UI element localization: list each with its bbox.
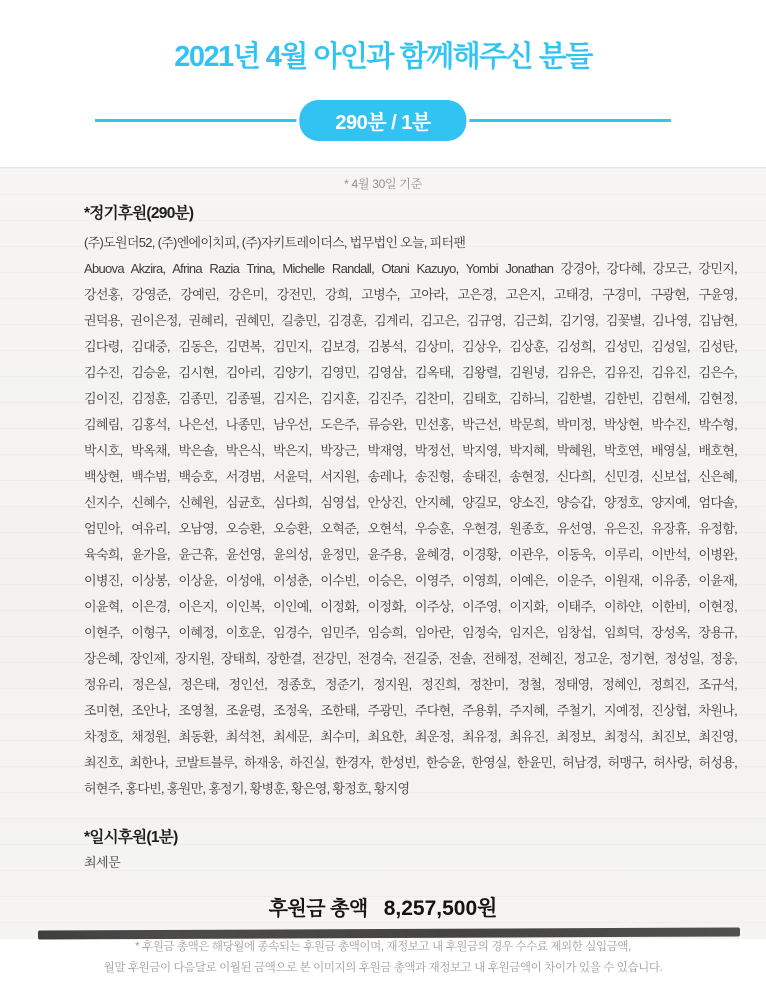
footnote xyxy=(29,937,737,979)
donor-line: 조미현, 조안나, 조영철, 조윤령, 조정욱, 조한태, 주광민, 주다현, 주용휘, 주지혜, 주철기, 지예정, 진상협, 차원나, xyxy=(84,703,737,718)
donor-line: 이병진, 이상봉, 이상윤, 이성애, 이성춘, 이수빈, 이승은, 이영주, 이영희, 이예은, 이운주, 이원재, 이유종, 이윤재, xyxy=(84,573,737,588)
donor-line: 김다령, 김대중, 김동은, 김면복, 김민지, 김보경, 김봉석, 김상미, 김상우, 김상훈, 김성희, 김성민, 김성일, 김성탄, xyxy=(84,339,737,354)
donor-line: 이현주, 이형구, 이혜정, 이호운, 임경수, 임민주, 임승희, 임아란, 임정숙, 임지은, 임창섭, 임희덕, 장성옥, 장용규, xyxy=(84,625,737,640)
paper-card xyxy=(0,167,766,974)
footnote-line-1: * 후원금 총액은 해당월에 종속되는 후원금 총액이며, 재정보고 내 후원금의 경우 수수료 제외한 실입금액, xyxy=(135,941,631,953)
donor-line: 김수진, 김승윤, 김시현, 김아리, 김양기, 김영민, 김영삼, 김옥태, 김왕렬, 김원녕, 김유은, 김유진, 김유진, 김은수, xyxy=(84,365,737,380)
donor-line: 신지수, 신혜수, 신혜원, 심균호, 심다희, 심영섭, 안상진, 안지혜, 양길모, 양소진, 양승갑, 양정호, 양지예, 엄다솔, xyxy=(84,495,737,510)
badge-row xyxy=(0,103,766,141)
donor-line: Abuova Akzira, Afrina Razia Trina, Michelle Randall, Otani Kazuyo, Yombi Jonathan 강경아, 강다혜, 강모근, 강민지, xyxy=(84,261,737,276)
donor-line: 허현주, 홍다빈, 홍원만, 홍정기, 황병훈, 황은영, 황정호, 황지영 xyxy=(84,781,410,796)
as-of-date-note: * 4월 30일 기준 xyxy=(344,177,422,191)
donor-line: 강선홍, 강영준, 강예린, 강은미, 강전민, 강희, 고병수, 고아라, 고은경, 고은지, 고태경, 구경미, 구광현, 구윤영, xyxy=(84,287,737,302)
donor-line: 백상현, 백수범, 백승호, 서경범, 서윤덕, 서지원, 송레나, 송진형, 송태진, 송현정, 신다희, 신민경, 신보섭, 신은혜, xyxy=(84,469,737,484)
donor-line: 권덕용, 권이은정, 권혜리, 권혜민, 길충민, 김경훈, 김계리, 김고은, 김규영, 김근회, 김기영, 김꽃별, 김나영, 김남현, xyxy=(84,313,737,328)
donor-line: 이윤혁, 이은경, 이은지, 이인복, 이인예, 이정화, 이정화, 이주상, 이주영, 이지화, 이태주, 이하얀, 이한비, 이현정, xyxy=(84,599,737,614)
donor-line: 김이진, 김정훈, 김종민, 김종필, 김지은, 김지훈, 김진주, 김찬미, 김태호, 김하늬, 김한별, 김한빈, 김현세, 김현정, xyxy=(84,391,737,406)
page-title: 2021년 4월 아인과 함께해주신 분들 xyxy=(174,41,592,73)
donor-line: 엄민아, 여유리, 오남영, 오승환, 오승환, 오혁준, 오현석, 우승훈, 우현경, 원종호, 유선영, 유은진, 유장휴, 유정함, xyxy=(84,521,737,536)
donor-line: 육숙희, 윤가을, 윤근휴, 윤선영, 윤의성, 윤정민, 윤주용, 윤혜경, 이경황, 이관우, 이동욱, 이루리, 이반석, 이병완, xyxy=(84,547,737,562)
donor-line: 박시호, 박옥채, 박은솔, 박은식, 박은지, 박장근, 박재영, 박정선, 박지영, 박지혜, 박혜원, 박호연, 배영실, 배호현, xyxy=(84,443,737,458)
one-time-donation-heading: *일시후원(1분) xyxy=(84,829,178,846)
total-donation-label: 후원금 총액 xyxy=(268,898,368,920)
regular-donor-list xyxy=(84,230,737,802)
donor-line: 김혜림, 김홍석, 나은선, 나종민, 남우선, 도은주, 류승완, 민선홍, 박근선, 박문희, 박미정, 박상현, 박수진, 박수형, xyxy=(84,417,737,432)
one-time-donor-name: 최세문 xyxy=(84,855,121,870)
total-donation-row xyxy=(29,892,737,922)
donor-count-badge: 290분 / 1분 xyxy=(299,100,466,141)
total-donation-amount: 8,257,500원 xyxy=(383,897,498,920)
donor-line: 정유리, 정은실, 정은태, 정인선, 정종호, 정준기, 정지원, 정진희, 정찬미, 정철, 정태영, 정혜인, 정희진, 조규석, xyxy=(84,677,737,692)
regular-donation-heading: *정기후원(290분) xyxy=(84,205,194,222)
donor-line: 차정호, 채정원, 최동환, 최석천, 최세문, 최수미, 최요한, 최운정, 최유정, 최유진, 최정보, 최정식, 최진보, 최진영, xyxy=(84,729,737,744)
donor-line: 장은혜, 장인제, 장지원, 장태희, 장한결, 전강민, 전경숙, 전길중, 전솔, 전해정, 전혜진, 정고운, 정기현, 정성일, 정웅, xyxy=(84,651,737,666)
footnote-line-2: 월말 후원금이 다음달로 이월된 금액으로 본 이미지의 후원금 총액과 재정보고 내 후원금액이 차이가 있을 수 있습니다. xyxy=(103,962,663,974)
donor-report-page xyxy=(0,34,766,986)
donor-line: 최진호, 최한나, 코발트블루, 하재웅, 하진실, 한경자, 한성빈, 한승윤, 한영실, 한윤민, 허남경, 허맹구, 허사랑, 허성용, xyxy=(84,755,737,770)
donor-line: (주)도원더52, (주)엔에이치피, (주)자키트레이더스, 법무법인 오늘, 피터팬 xyxy=(84,235,466,250)
